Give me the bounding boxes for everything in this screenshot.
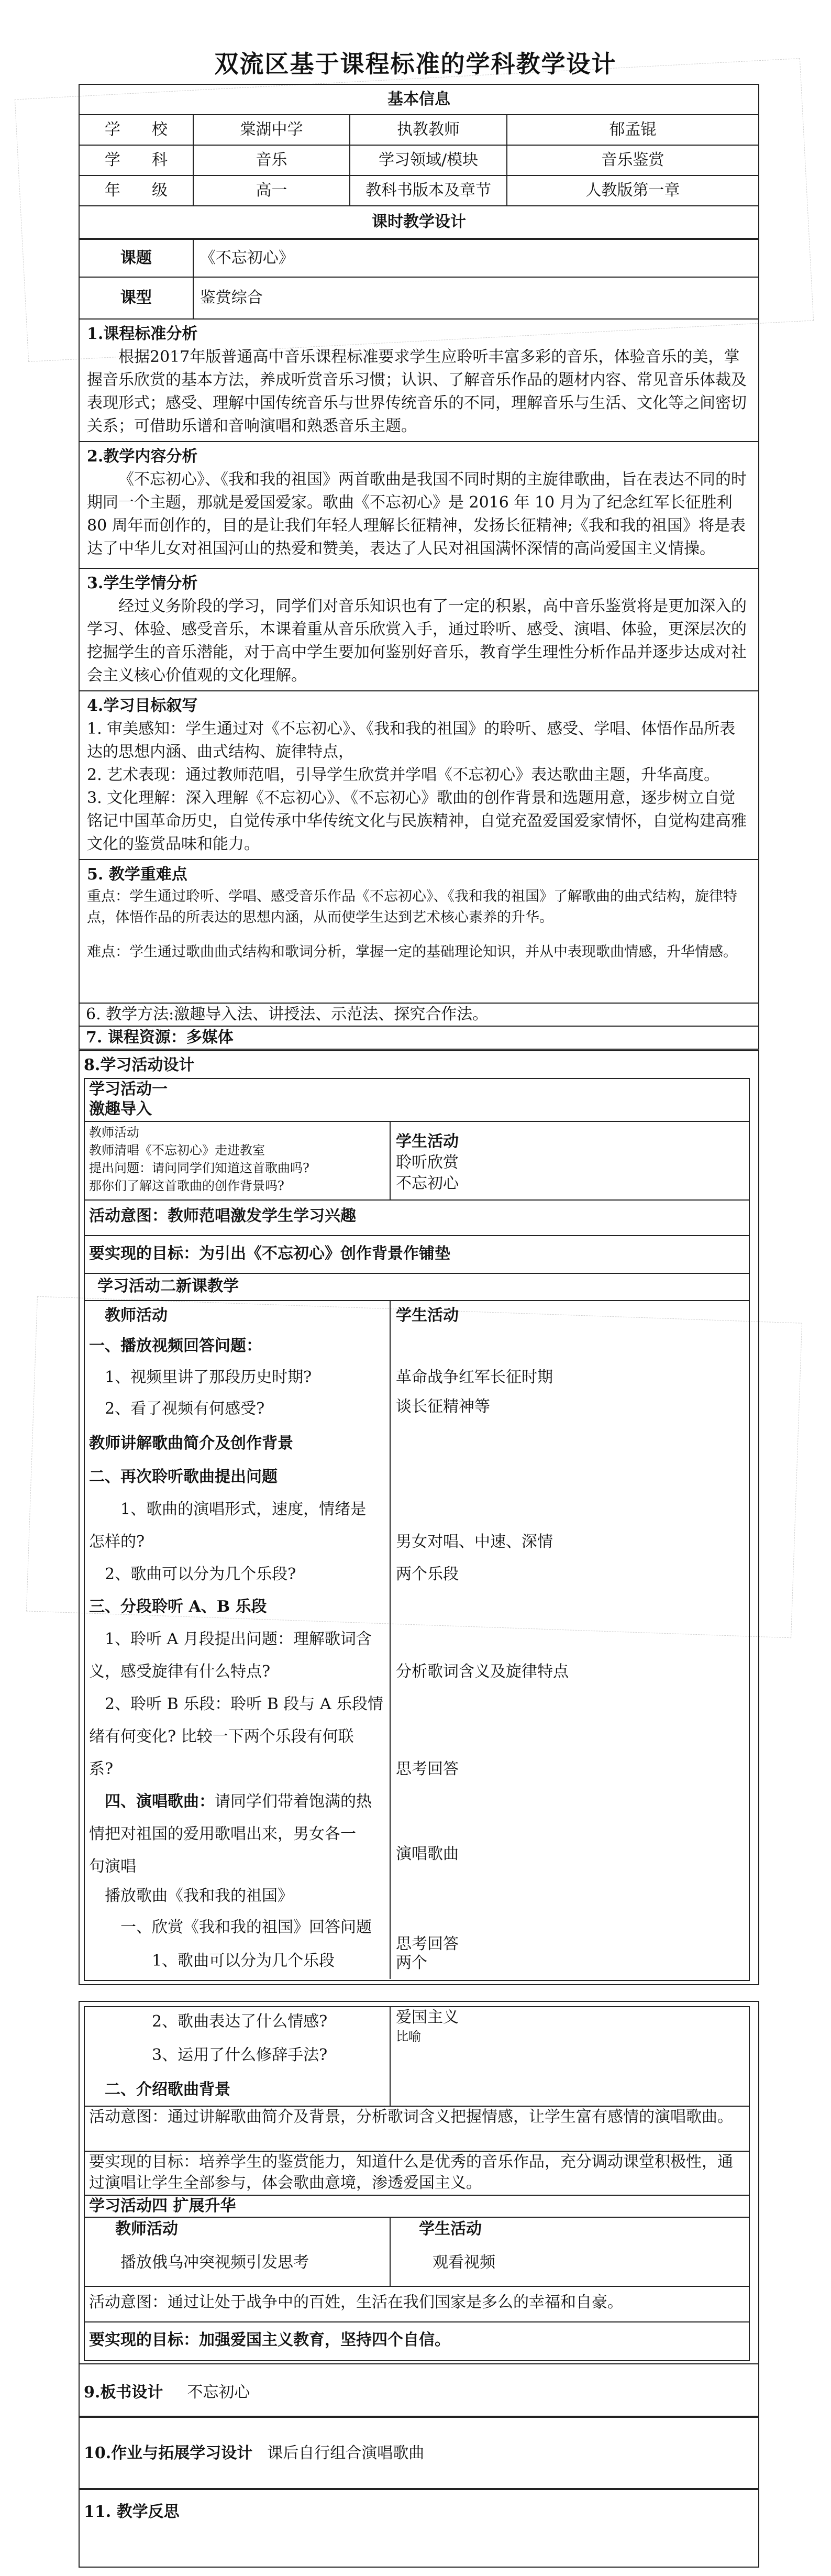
activity-2-step: 三、分段聆听 A、B 乐段 <box>89 1598 267 1616</box>
section-standard-analysis <box>79 319 759 442</box>
section-title: 2.教学内容分析 <box>87 447 198 466</box>
school-label: 学 校 <box>79 115 193 145</box>
activity-2-step: 二、介绍歌曲背景 <box>105 2080 230 2099</box>
activity-2-step: 二、再次聆听歌曲提出问题 <box>89 1468 278 1486</box>
activity-4-teacher-item: 播放俄乌冲突视频引发思考 <box>120 2253 309 2272</box>
activity-2-answer: 比喻 <box>396 2029 421 2044</box>
topic-label: 课题 <box>79 239 193 277</box>
section-methods: 6. 教学方法:激趣导入法、讲授法、示范法、探究合作法。 <box>79 1003 759 1026</box>
grade-value: 高一 <box>193 175 350 206</box>
activity-2-intent: 活动意图：通过讲解歌曲简介及背景，分析歌词含义把握情感，让学生富有感情的演唱歌曲。 <box>89 2108 733 2126</box>
reflection-label: 11. 教学反思 <box>84 2503 180 2521</box>
activity-2-question: 义，感受旋律有什么特点? <box>89 1663 271 1681</box>
subject-label: 学 科 <box>79 145 193 175</box>
board-design <box>84 2382 250 2403</box>
activity-1-teacher-head: 教师活动 <box>89 1125 139 1140</box>
section-body: 根据2017年版普通高中音乐课程标准要求学生应聆听丰富多彩的音乐，体验音乐的美，掌握音乐欣赏的基本方法，养成听赏音乐习惯；认识、了解音乐作品的题材内容、常见音乐体裁及表现形式；感受、理解中国传统音乐与世界传统音乐的不同，理解音乐与生活、文化等之间密切关系；可借助乐谱和音响演唱和熟悉音乐主题。 <box>87 348 747 435</box>
activity-2-step <box>105 1791 372 1812</box>
section-title: 1.课程标准分析 <box>87 325 198 343</box>
activity-1-title: 学习活动一 <box>89 1080 168 1098</box>
section-body: 《不忘初心》、《我和我的祖国》两首歌曲是我国不同时期的主旋律歌曲，旨在表达不同的时期同一个主题，那就是爱国爱家。歌曲《不忘初心》是 2016 年 10 月为了纪念红军长征胜利 80 周年而创作的，目的是让我们年轻人理解长征精神，发扬长征精神;《我和我的祖国》将是表达了中华儿女对祖国河山的热爱和赞美，表达了人民对祖国满怀深情的高尚爱国主义情操。 <box>87 470 747 558</box>
section-key-difficult-points <box>79 860 759 1003</box>
activity-2-answer: 思考回答 <box>396 1935 459 1953</box>
lesson-design-table <box>79 239 759 1050</box>
basic-info-table <box>79 84 759 239</box>
activity-2-step: 一、播放视频回答问题： <box>89 1337 262 1355</box>
activity-1-student-head: 学生活动 <box>396 1132 459 1151</box>
activity-2-step-label: 四、演唱歌曲： <box>105 1792 215 1811</box>
activity-2-answer: 谈长征精神等 <box>396 1397 490 1416</box>
activity-1-student-item: 不忘初心 <box>396 1174 459 1193</box>
activity-2-step: 播放歌曲《我和我的祖国》 <box>105 1887 293 1905</box>
activity-1-teacher-item: 提出问题：请问同学们知道这首歌曲吗? <box>89 1161 309 1175</box>
activity-2-answer: 爱国主义 <box>396 2008 459 2027</box>
activity-2-question: 2、歌曲可以分为几个乐段? <box>105 1565 296 1583</box>
basic-info-header: 基本信息 <box>79 84 759 115</box>
lesson-header: 课时教学设计 <box>79 206 759 238</box>
activity-2-question: 系? <box>89 1760 114 1778</box>
activity-2-answer: 思考回答 <box>396 1760 459 1778</box>
homework-value: 课后自行组合演唱歌曲 <box>267 2444 425 2462</box>
objective-item: 1. 审美感知：学生通过对《不忘初心》、《我和我的祖国》的聆听、感受、学唱、体悟作品所表达的思想内涵、曲式结构、旋律特点， <box>87 720 736 761</box>
section-student-analysis <box>79 568 759 691</box>
activity-2-step: 一、欣赏《我和我的祖国》回答问题 <box>120 1918 372 1936</box>
section-title: 5. 教学重难点 <box>87 865 187 884</box>
activity-4-teacher-head: 教师活动 <box>115 2220 178 2238</box>
key-points: 重点：学生通过聆听、学唱、感受音乐作品《不忘初心》、《我和我的祖国》了解歌曲的曲式结构，旋律特点，体悟作品的所表达的思想内涵，从而使学生达到艺术核心素养的升华。 <box>87 888 737 926</box>
activity-2-goal: 要实现的目标：培养学生的鉴赏能力，知道什么是优秀的音乐作品，充分调动课堂积极性，通过演唱让学生全部参与，体会歌曲意境，渗透爱国主义。 <box>89 2153 733 2192</box>
activity-2-step: 教师讲解歌曲简介及创作背景 <box>89 1434 293 1452</box>
edition-value: 人教版第一章 <box>507 175 759 206</box>
subject-value: 音乐 <box>193 145 350 175</box>
activity-2-question: 绪有何变化? 比较一下两个乐段有何联 <box>89 1727 354 1746</box>
teacher-label: 执教教师 <box>350 115 507 145</box>
activity-2-answer: 演唱歌曲 <box>396 1845 459 1863</box>
activity-2-question: 句演唱 <box>89 1857 136 1876</box>
section-body: 经过义务阶段的学习，同学们对音乐知识也有了一定的积累，高中音乐鉴赏将是更加深入的学习、体验、感受音乐，本课着重从音乐欣赏入手，通过聆听、感受、演唱、体验，更深层次的挖掘学生的音乐潜能，对于高中学生要加何鉴别好音乐，教育学生理性分析作品并逐步达成对社会主义核心价值观的文化理解。 <box>87 597 747 685</box>
activity-2-answer: 男女对唱、中速、深情 <box>396 1533 553 1551</box>
difficult-points: 难点：学生通过歌曲曲式结构和歌词分析，掌握一定的基础理论知识，并从中表现歌曲情感，升华情感。 <box>87 944 737 960</box>
reflection-row <box>79 2488 759 2568</box>
school-value: 棠湖中学 <box>193 115 350 145</box>
objective-item: 3. 文化理解：深入理解《不忘初心》、《不忘初心》歌曲的创作背景和选题用意，逐步树立自觉铭记中国革命历史，自觉传承中华传统文化与民族精神，自觉充盈爱国爱家情怀，自觉构建高雅文化的鉴赏品味和能力。 <box>87 789 747 853</box>
edition-label: 教科书版本及章节 <box>350 175 507 206</box>
teacher-value: 郁孟锟 <box>507 115 759 145</box>
activity-2-question: 情把对祖国的爱用歌唱出来，男女各一 <box>89 1825 356 1843</box>
activity-2-question: 1、歌曲的演唱形式，速度，情绪是 <box>120 1500 367 1518</box>
activity-2-title: 学习活动二新课教学 <box>97 1277 239 1295</box>
objective-item: 2. 艺术表现：通过教师范唱，引导学生欣赏并学唱《不忘初心》表达歌曲主题，升华高度。 <box>87 766 720 784</box>
homework <box>84 2443 424 2464</box>
activity-4-intent: 活动意图：通过让处于战争中的百姓，生活在我们国家是多么的幸福和自豪。 <box>89 2293 623 2311</box>
activity-4-student-item: 观看视频 <box>433 2253 495 2272</box>
section-title: 4.学习目标叙写 <box>87 697 198 715</box>
section-content-analysis <box>79 442 759 568</box>
type-value: 鉴赏综合 <box>193 277 759 319</box>
activity-2-question: 2、歌曲表达了什么情感? <box>152 2012 328 2031</box>
section-title: 3.学生学情分析 <box>87 574 198 592</box>
activity-1-teacher-item: 那你们了解这首歌曲的创作背景吗? <box>89 1179 284 1193</box>
activity-2-teacher-head: 教师活动 <box>105 1306 168 1325</box>
activity-1-subtitle: 激趣导入 <box>89 1100 152 1118</box>
type-label: 课型 <box>79 277 193 319</box>
activity-design-title: 8.学习活动设计 <box>84 1056 195 1074</box>
board-design-value: 不忘初心 <box>187 2383 250 2402</box>
document-title: 双流区基于课程标准的学科教学设计 <box>214 50 617 78</box>
activity-2-question: 1、聆听 A 月段提出问题：理解歌词含 <box>105 1630 372 1648</box>
activity-2-question: 3、运用了什么修辞手法? <box>152 2046 328 2064</box>
section-resources: 7. 课程资源：多媒体 <box>79 1026 759 1049</box>
activity-2-answer: 革命战争红军长征时期 <box>396 1368 553 1386</box>
grade-label: 年 级 <box>79 175 193 206</box>
activity-2-answer: 分析歌词含义及旋律特点 <box>396 1663 569 1681</box>
activity-2-question: 怎样的? <box>89 1533 145 1551</box>
homework-label: 10.作业与拓展学习设计 <box>84 2444 253 2462</box>
activity-2-question: 1、视频里讲了那段历史时期? <box>105 1368 312 1386</box>
activity-2-answer: 两个 <box>396 1954 427 1972</box>
activity-1-student-item: 聆听欣赏 <box>396 1153 459 1172</box>
activity-2-step-text: 请同学们带着饱满的热 <box>215 1792 372 1811</box>
board-design-label: 9.板书设计 <box>84 2383 163 2402</box>
activity-2-answer: 两个乐段 <box>396 1565 459 1583</box>
activity-2-question: 1、歌曲可以分为几个乐段 <box>152 1952 335 1970</box>
activity-4-student-head: 学生活动 <box>419 2220 482 2238</box>
activity-2-question: 2、看了视频有何感受? <box>105 1400 265 1418</box>
activity-2-student-head: 学生活动 <box>396 1306 459 1325</box>
activity-4-title: 学习活动四 扩展升华 <box>89 2197 236 2215</box>
area-value: 音乐鉴赏 <box>507 145 759 175</box>
activity-1-intent: 活动意图：教师范唱激发学生学习兴趣 <box>89 1207 356 1225</box>
activity-1-goal: 要实现的目标：为引出《不忘初心》创作背景作铺垫 <box>89 1245 450 1263</box>
topic-value: 《不忘初心》 <box>193 239 759 277</box>
activity-1-teacher-item: 教师清唱《不忘初心》走进教室 <box>89 1143 265 1158</box>
area-label: 学习领域/模块 <box>350 145 507 175</box>
section-learning-objectives <box>79 691 759 860</box>
activity-2-question: 2、聆听 B 乐段：聆听 B 段与 A 乐段情 <box>105 1695 384 1713</box>
activity-4-goal: 要实现的目标：加强爱国主义教育，坚持四个自信。 <box>89 2331 450 2349</box>
